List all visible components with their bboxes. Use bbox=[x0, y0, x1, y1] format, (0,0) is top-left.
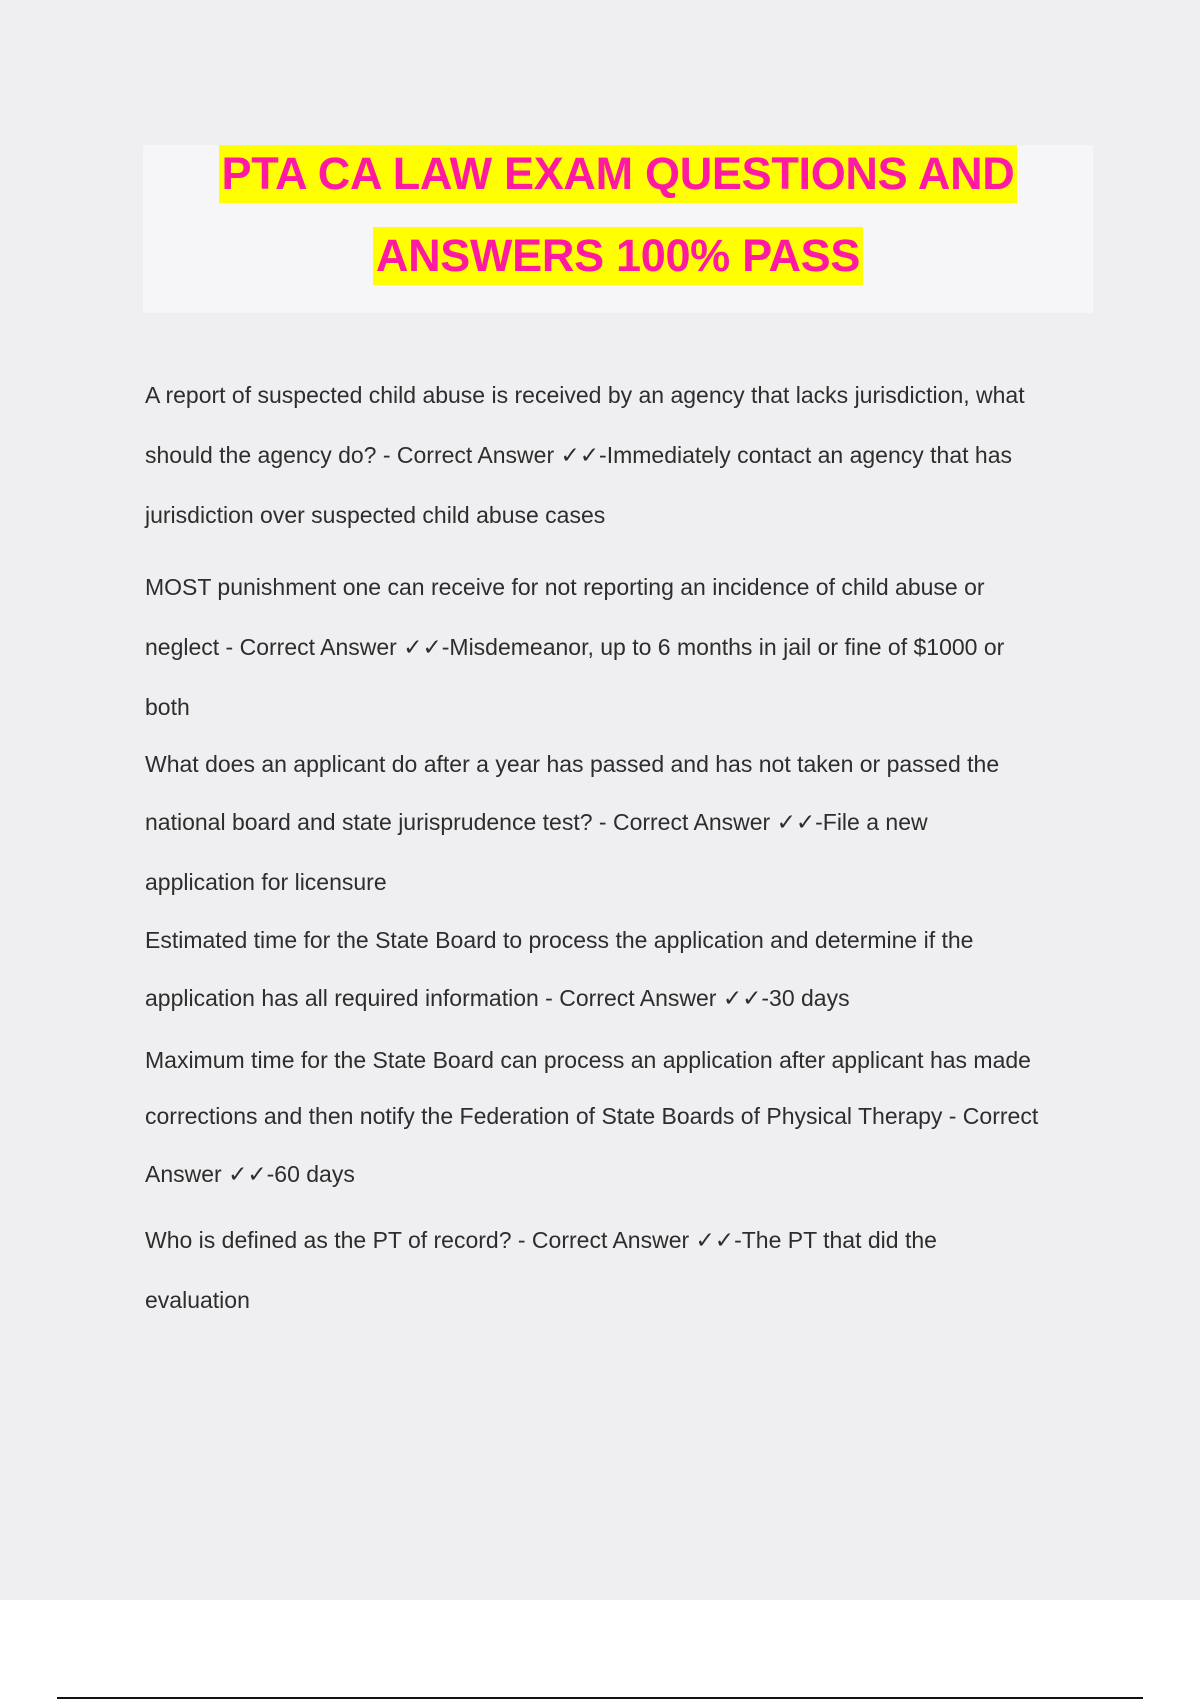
qa-answer-line: evaluation bbox=[145, 1287, 250, 1313]
qa-question-line: neglect - Correct Answer ✓✓-Misdemeanor, up to 6 months in jail or fine of $1000 or bbox=[145, 634, 1005, 660]
qa-answer-line: jurisdiction over suspected child abuse cases bbox=[145, 502, 606, 528]
qa-answer-line: Answer ✓✓-60 days bbox=[145, 1161, 355, 1187]
qa-question-line: MOST punishment one can receive for not reporting an incidence of child abuse or bbox=[145, 574, 985, 600]
document-title-line-2: ANSWERS 100% PASS bbox=[373, 227, 863, 285]
document-title-line-1: PTA CA LAW EXAM QUESTIONS AND bbox=[219, 145, 1018, 203]
qa-question-line: What does an applicant do after a year has passed and has not taken or passed the bbox=[145, 751, 1000, 777]
qa-question-line: A report of suspected child abuse is received by an agency that lacks jurisdiction, what bbox=[145, 382, 1025, 408]
footer-divider bbox=[57, 1697, 1143, 1699]
qa-question-line: corrections and then notify the Federation of State Boards of Physical Therapy - Correct bbox=[145, 1103, 1039, 1129]
qa-question-line: Maximum time for the State Board can process an application after applicant has made bbox=[145, 1047, 1031, 1073]
qa-answer-line: both bbox=[145, 694, 190, 720]
qa-answer-line: application has all required information - Correct Answer ✓✓-30 days bbox=[145, 985, 850, 1011]
qa-question-line: Who is defined as the PT of record? - Correct Answer ✓✓-The PT that did the bbox=[145, 1227, 937, 1253]
qa-question-line: Estimated time for the State Board to process the application and determine if the bbox=[145, 927, 974, 953]
title-block bbox=[143, 145, 1093, 313]
qa-answer-line: application for licensure bbox=[145, 869, 387, 895]
qa-question-line: national board and state jurisprudence test? - Correct Answer ✓✓-File a new bbox=[145, 809, 928, 835]
qa-question-line: should the agency do? - Correct Answer ✓✓-Immediately contact an agency that has bbox=[145, 442, 1012, 468]
